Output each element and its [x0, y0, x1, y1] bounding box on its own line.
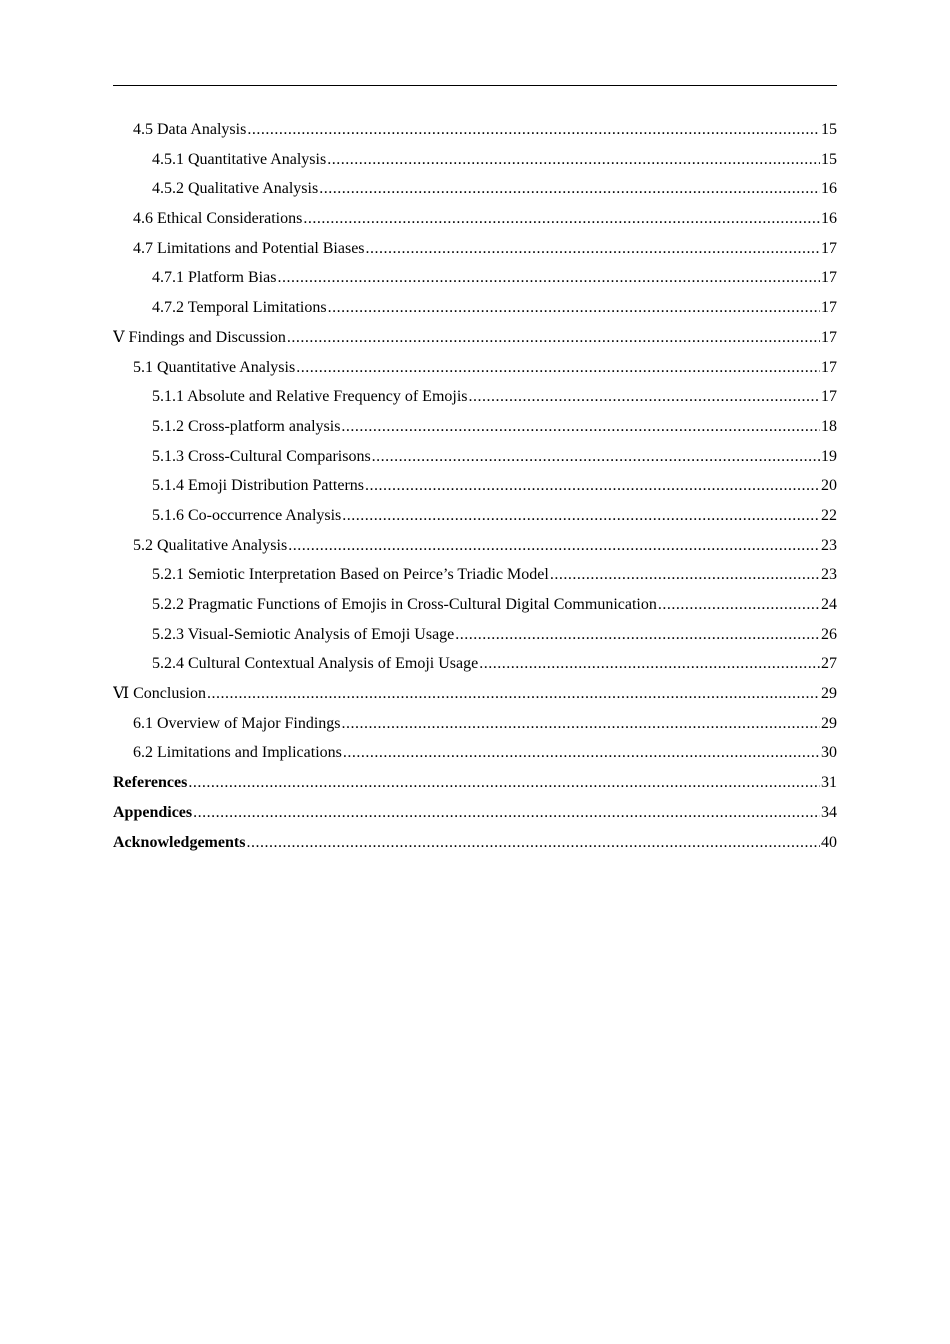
toc-entry[interactable] [113, 738, 837, 768]
toc-entry-label: 5.1.6 Co-occurrence Analysis [152, 506, 342, 524]
toc-entry[interactable] [113, 531, 837, 561]
toc-entry-page-number: 16 [821, 180, 837, 198]
toc-entry[interactable] [113, 798, 837, 828]
toc-entry[interactable] [113, 828, 837, 858]
toc-entry-page-number: 23 [821, 536, 837, 554]
toc-entry-page-number: 17 [821, 388, 837, 406]
toc-dot-leader [342, 709, 820, 739]
toc-entry-label: 4.7.1 Platform Bias [152, 269, 277, 287]
toc-entry-page-number: 18 [821, 417, 837, 435]
toc-dot-leader [207, 679, 820, 709]
toc-entry-label: Appendices [113, 803, 193, 821]
toc-entry-page-number: 40 [821, 833, 837, 851]
toc-entry-page-number: 23 [821, 566, 837, 584]
toc-entry-label: 5.2.2 Pragmatic Functions of Emojis in Cross-Cultural Digital Communication [152, 596, 657, 613]
toc-dot-leader [372, 442, 820, 472]
toc-entry-page-number: 19 [821, 447, 837, 465]
toc-entry[interactable] [113, 234, 837, 264]
toc-entry-label: 5.2.1 Semiotic Interpretation Based on Peirce’s Triadic Model [152, 566, 549, 584]
toc-entry-label: 5.1.4 Emoji Distribution Patterns [152, 477, 364, 495]
toc-entry-page-number: 15 [821, 150, 837, 168]
toc-entry-label: Acknowledgements [113, 833, 246, 851]
toc-dot-leader [342, 501, 820, 531]
toc-entry-label: 4.5.2 Qualitative Analysis [152, 180, 319, 198]
toc-entry-label: 4.5 Data Analysis [133, 121, 247, 138]
toc-entry[interactable] [113, 293, 837, 323]
toc-entry[interactable] [113, 471, 837, 501]
toc-entry-label: 6.2 Limitations and Implications [133, 744, 342, 762]
toc-dot-leader [343, 738, 820, 768]
toc-dot-leader [550, 560, 820, 590]
toc-entry[interactable] [113, 115, 837, 145]
toc-entry[interactable] [113, 679, 837, 709]
toc-dot-leader [469, 382, 821, 412]
toc-entry-label: References [113, 774, 188, 792]
toc-entry-page-number: 30 [821, 744, 837, 762]
toc-entry-page-number: 31 [821, 774, 837, 792]
toc-entry-page-number: 17 [821, 269, 837, 287]
toc-entry-page-number: 26 [821, 625, 837, 643]
toc-entry-label: 4.7.2 Temporal Limitations [152, 299, 327, 317]
toc-dot-leader [193, 798, 820, 828]
toc-entry-label: 5.1.3 Cross-Cultural Comparisons [152, 447, 371, 465]
toc-entry-label: 5.2.4 Cultural Contextual Analysis of Emoji Usage [152, 655, 479, 673]
toc-entry-label: 5.1.1 Absolute and Relative Frequency of Emojis [152, 388, 468, 406]
toc-entry-label: 5.2 Qualitative Analysis [133, 536, 288, 554]
toc-dot-leader [319, 174, 820, 204]
toc-entry[interactable] [113, 620, 837, 650]
toc-entry-page-number: 24 [821, 596, 837, 613]
toc-entry-page-number: 16 [821, 210, 837, 228]
toc-dot-leader [455, 620, 820, 650]
toc-entry-page-number: 15 [821, 121, 837, 138]
toc-entry[interactable] [113, 501, 837, 531]
toc-entry[interactable] [113, 442, 837, 472]
toc-entry-label: Ⅵ Conclusion [113, 685, 206, 703]
toc-entry-label: 4.7 Limitations and Potential Biases [133, 239, 365, 257]
header-rule [113, 85, 837, 86]
toc-entry[interactable] [113, 353, 837, 383]
toc-dot-leader [247, 115, 820, 145]
toc-dot-leader [327, 145, 820, 175]
toc-entry-page-number: 27 [821, 655, 837, 673]
toc-entry-page-number: 17 [821, 328, 837, 346]
toc-dot-leader [658, 590, 820, 620]
toc-entry-page-number: 22 [821, 506, 837, 524]
table-of-contents [113, 115, 837, 857]
toc-entry[interactable] [113, 590, 837, 620]
toc-entry[interactable] [113, 174, 837, 204]
toc-entry-label: 5.1.2 Cross-platform analysis [152, 417, 341, 435]
toc-entry-page-number: 29 [821, 714, 837, 732]
toc-dot-leader [287, 323, 820, 353]
toc-dot-leader [296, 353, 820, 383]
toc-dot-leader [328, 293, 820, 323]
toc-entry-label: 5.1 Quantitative Analysis [133, 358, 296, 376]
toc-dot-leader [365, 471, 820, 501]
toc-entry-label: 4.5.1 Quantitative Analysis [152, 150, 327, 168]
toc-dot-leader [277, 263, 820, 293]
toc-entry-page-number: 29 [821, 685, 837, 703]
toc-entry[interactable] [113, 204, 837, 234]
toc-entry-page-number: 34 [821, 803, 837, 821]
toc-entry-label: 5.2.3 Visual-Semiotic Analysis of Emoji Usage [152, 625, 455, 643]
toc-entry[interactable] [113, 323, 837, 353]
toc-entry[interactable] [113, 263, 837, 293]
toc-dot-leader [366, 234, 820, 264]
toc-entry-page-number: 20 [821, 477, 837, 495]
toc-entry-page-number: 17 [821, 299, 837, 317]
toc-entry-label: Ⅴ Findings and Discussion [113, 328, 286, 346]
toc-entry-page-number: 17 [821, 239, 837, 257]
toc-entry[interactable] [113, 145, 837, 175]
toc-dot-leader [188, 768, 820, 798]
toc-entry-label: 4.6 Ethical Considerations [133, 210, 303, 228]
toc-dot-leader [303, 204, 820, 234]
toc-entry[interactable] [113, 649, 837, 679]
toc-entry[interactable] [113, 560, 837, 590]
toc-entry[interactable] [113, 382, 837, 412]
toc-entry[interactable] [113, 412, 837, 442]
toc-entry[interactable] [113, 768, 837, 798]
toc-dot-leader [479, 649, 820, 679]
toc-dot-leader [341, 412, 820, 442]
toc-dot-leader [288, 531, 820, 561]
toc-entry-label: 6.1 Overview of Major Findings [133, 714, 341, 732]
toc-entry-page-number: 17 [821, 358, 837, 376]
toc-dot-leader [246, 828, 820, 858]
toc-entry[interactable] [113, 709, 837, 739]
